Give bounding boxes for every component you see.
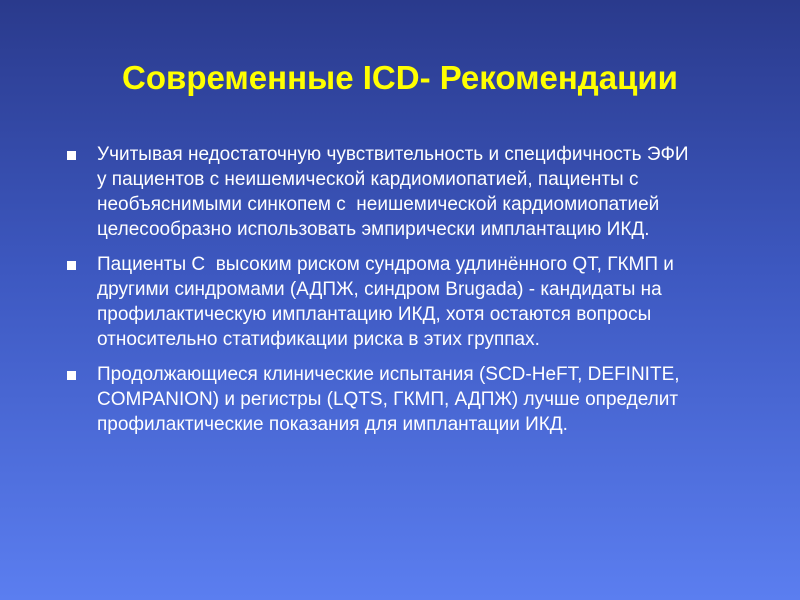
bullet-item (66, 142, 746, 242)
bullet-text-line: целесообразно использовать эмпирически имплантацию ИКД. (97, 219, 650, 240)
bullet-text-line: необъяснимыми синкопем с неишемической кардиомиопатией (97, 194, 660, 215)
square-bullet-icon (67, 371, 76, 380)
bullet-text-line: профилактические показания для имплантации ИКД. (97, 414, 568, 435)
bullet-text-line: Продолжающиеся клинические испытания (SCD-HeFT, DEFINITE, (97, 364, 680, 385)
bullet-item (66, 362, 746, 437)
bullet-text-line: Пациенты С высоким риском сундрома удлинённого QT, ГКМП и (97, 254, 674, 275)
square-bullet-icon (67, 151, 76, 160)
bullet-text-line: Учитывая недостаточную чувствительность и специфичность ЭФИ (97, 144, 689, 165)
bullet-text-line: у пациентов с неишемической кардиомиопатией, пациенты с (97, 169, 639, 190)
bullet-text-line: профилактическую имплантацию ИКД, хотя остаются вопросы (97, 304, 652, 325)
bullet-text-line: COMPANION) и регистры (LQTS, ГКМП, АДПЖ) лучше определит (97, 389, 679, 410)
bullet-list (66, 142, 746, 447)
slide-title: Современные ICD- Рекомендации (122, 59, 678, 96)
bullet-text-line: относительно статификации риска в этих группах. (97, 329, 540, 350)
bullet-text-line: другими синдромами (АДПЖ, синдром Brugada) - кандидаты на (97, 279, 662, 300)
square-bullet-icon (67, 261, 76, 270)
bullet-item (66, 252, 746, 352)
